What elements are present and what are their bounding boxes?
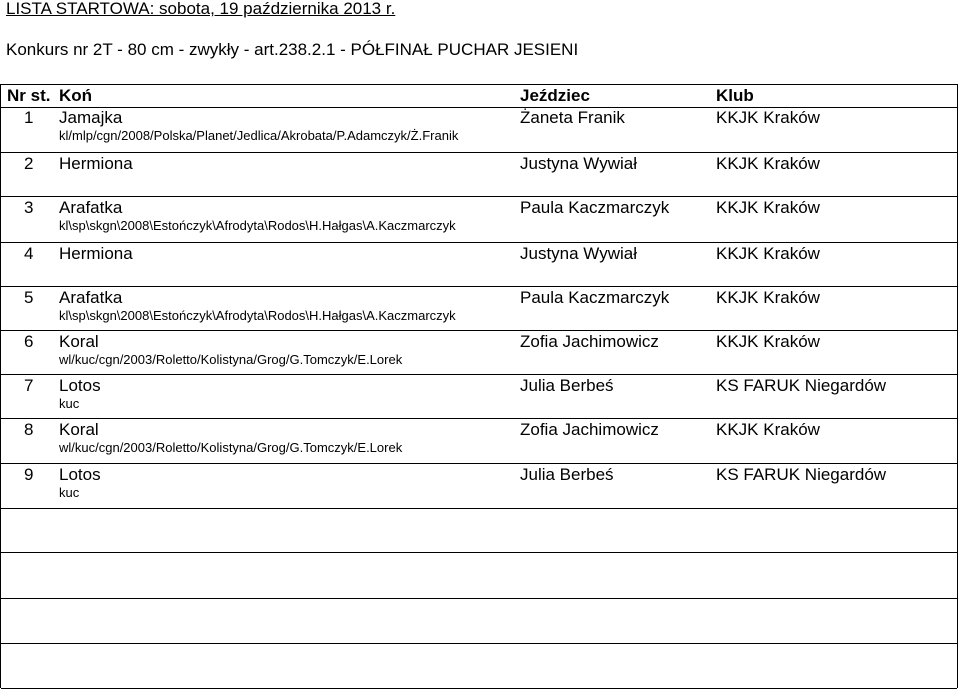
horse-name: Koral <box>59 420 99 439</box>
horse-name: Koral <box>59 332 99 351</box>
rider-name: Zofia Jachimowicz <box>520 332 659 351</box>
empty-row <box>1 599 957 644</box>
table-row <box>1 153 957 197</box>
horse-name: Jamajka <box>59 108 123 127</box>
rider-name: Justyna Wywiał <box>520 244 637 263</box>
rider-name: Żaneta Franik <box>520 108 625 127</box>
horse-pedigree: kl\sp\skgn\2008\Estończyk\Afrodyta\Rodos\H.Hałgas\A.Kaczmarczyk <box>59 308 456 323</box>
table-row <box>1 107 957 153</box>
header-nr: Nr st. <box>7 86 51 105</box>
table-row <box>1 375 957 419</box>
horse-pedigree: kuc <box>59 485 80 500</box>
table-header <box>1 85 957 108</box>
table-row <box>1 464 957 509</box>
page-title: LISTA STARTOWA: sobota, 19 października 2013 r. <box>6 0 396 18</box>
horse-name: Lotos <box>59 465 101 484</box>
club-name: KS FARUK Niegardów <box>716 376 887 395</box>
club-name: KKJK Kraków <box>716 244 820 263</box>
empty-row <box>1 553 957 599</box>
horse-name: Hermiona <box>59 154 133 173</box>
rider-name: Zofia Jachimowicz <box>520 420 659 439</box>
table-row <box>1 197 957 243</box>
horse-pedigree: wl/kuc/cgn/2003/Roletto/Kolistyna/Grog/G.Tomczyk/E.Lorek <box>59 440 403 455</box>
horse-name: Arafatka <box>59 288 123 307</box>
horse-pedigree: kl/mlp/cgn/2008/Polska/Planet/Jedlica/Akrobata/P.Adamczyk/Ż.Franik <box>59 128 459 143</box>
header-horse: Koń <box>59 86 93 105</box>
club-name: KKJK Kraków <box>716 288 820 307</box>
club-name: KKJK Kraków <box>716 198 820 217</box>
table-row <box>1 287 957 331</box>
competition-title: Konkurs nr 2T - 80 cm - zwykły - art.238.2.1 - PÓŁFINAŁ PUCHAR JESIENI <box>6 40 579 59</box>
start-list-table <box>0 84 958 688</box>
club-name: KKJK Kraków <box>716 332 820 351</box>
table-row <box>1 243 957 287</box>
horse-name: Hermiona <box>59 244 133 263</box>
start-number: 3 <box>24 198 34 217</box>
start-number: 4 <box>24 244 34 263</box>
club-name: KKJK Kraków <box>716 154 820 173</box>
start-number: 1 <box>24 108 34 127</box>
rider-name: Julia Berbeś <box>520 465 614 484</box>
table-row <box>1 419 957 464</box>
start-number: 8 <box>24 420 34 439</box>
rider-name: Julia Berbeś <box>520 376 614 395</box>
horse-name: Arafatka <box>59 198 123 217</box>
empty-row <box>1 644 957 689</box>
rider-name: Paula Kaczmarczyk <box>520 198 670 217</box>
horse-pedigree: wl/kuc/cgn/2003/Roletto/Kolistyna/Grog/G.Tomczyk/E.Lorek <box>59 352 403 367</box>
horse-name: Lotos <box>59 376 101 395</box>
rider-name: Paula Kaczmarczyk <box>520 288 670 307</box>
club-name: KKJK Kraków <box>716 420 820 439</box>
start-number: 2 <box>24 154 34 173</box>
start-number: 5 <box>24 288 34 307</box>
horse-pedigree: kl\sp\skgn\2008\Estończyk\Afrodyta\Rodos\H.Hałgas\A.Kaczmarczyk <box>59 218 456 233</box>
start-number: 7 <box>24 376 34 395</box>
rider-name: Justyna Wywiał <box>520 154 637 173</box>
header-club: Klub <box>716 86 754 105</box>
empty-row <box>1 509 957 553</box>
header-rider: Jeździec <box>520 86 590 105</box>
horse-pedigree: kuc <box>59 396 80 411</box>
start-number: 6 <box>24 332 34 351</box>
start-number: 9 <box>24 465 34 484</box>
club-name: KKJK Kraków <box>716 108 820 127</box>
table-row <box>1 331 957 375</box>
club-name: KS FARUK Niegardów <box>716 465 887 484</box>
